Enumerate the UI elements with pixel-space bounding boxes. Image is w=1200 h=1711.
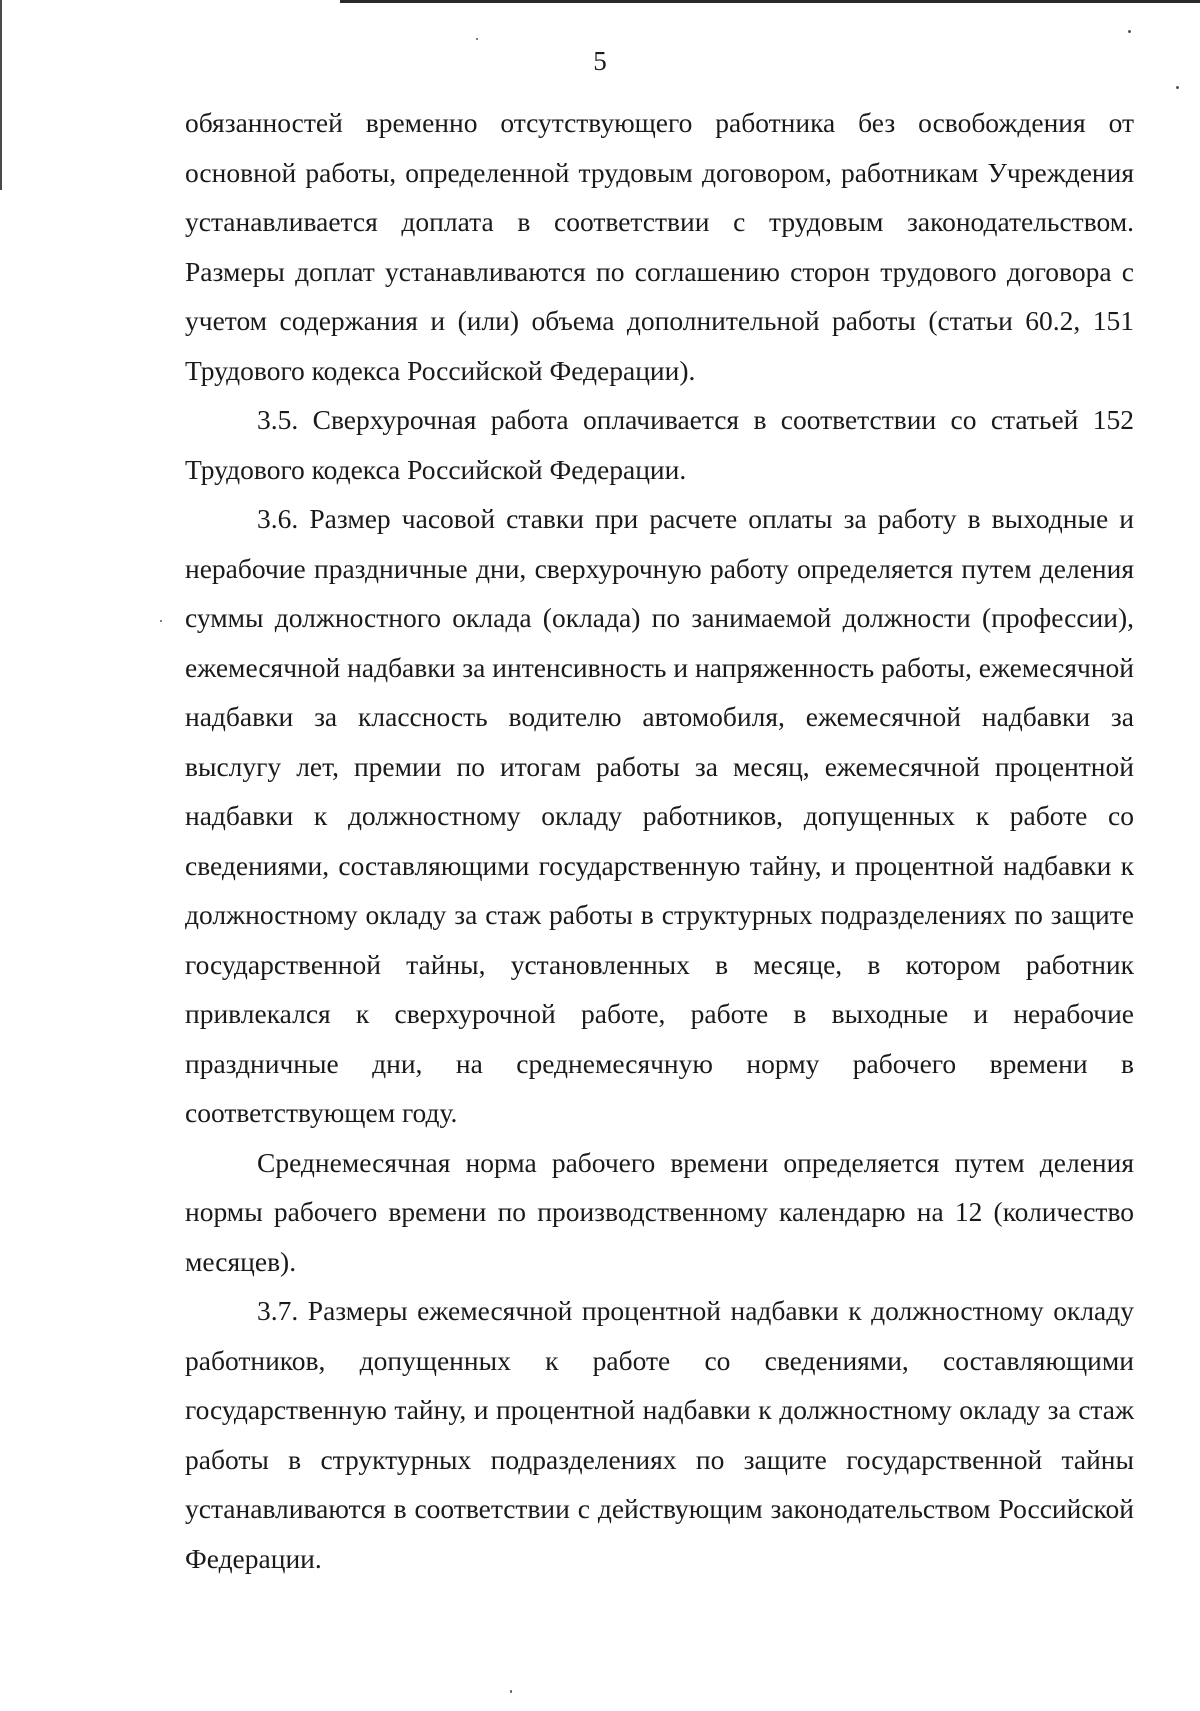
paragraph-3-7: 3.7. Размеры ежемесячной процентной надбавки к должностному окладу работников, допущенных к работе со сведениями, составляющими государственную тайну, и процентной надбавки к должностному окладу за стаж работы в структурных подразделениях по защите государственной тайны устанавливаются в соответствии с действующим законодательством Российской Федерации. (185, 1295, 1134, 1574)
paragraph-3-5: 3.5. Сверхурочная работа оплачивается в соответствии со статьей 152 Трудового кодекса Российской Федерации. (185, 404, 1134, 485)
scan-top-edge-line (340, 0, 1200, 3)
paragraph-average-monthly-norm: Среднемесячная норма рабочего времени определяется путем деления нормы рабочего времени по производственному календарю на 12 (количество месяцев). (185, 1146, 1134, 1277)
scan-speck (1176, 86, 1179, 89)
scan-speck (1128, 30, 1131, 33)
scan-speck (510, 1690, 512, 1693)
scan-speck (476, 38, 478, 40)
document-body (185, 98, 1134, 1583)
paragraph-continuation: обязанностей временно отсутствующего работника без освобождения от основной работы, определенной трудовым договором, работникам Учреждения устанавливается доплата в соответствии с трудовым законодательством. Размеры доплат устанавливаются по соглашению сторон трудового договора с учетом содержания и (или) объема дополнительной работы (статьи 60.2, 151 Трудового кодекса Российской Федерации). (185, 107, 1134, 386)
scan-left-edge-line (0, 0, 2, 190)
paragraph-3-6: 3.6. Размер часовой ставки при расчете оплаты за работу в выходные и нерабочие праздничные дни, сверхурочную работу определяется путем деления суммы должностного оклада (оклада) по занимаемой должности (профессии), ежемесячной надбавки за интенсивность и напряженность работы, ежемесячной надбавки за классность водителю автомобиля, ежемесячной надбавки за выслугу лет, премии по итогам работы за месяц, ежемесячной процентной надбавки к должностному окладу работников, допущенных к работе со сведениями, составляющими государственную тайну, и процентной надбавки к должностному окладу за стаж работы в структурных подразделениях по защите государственной тайны, установленных в месяце, в котором работник привлекался к сверхурочной работе, работе в выходные и нерабочие праздничные дни, на среднемесячную норму рабочего времени в соответствующем году. (185, 503, 1134, 1128)
page-number: 5 (593, 46, 607, 76)
scan-speck (160, 620, 162, 622)
